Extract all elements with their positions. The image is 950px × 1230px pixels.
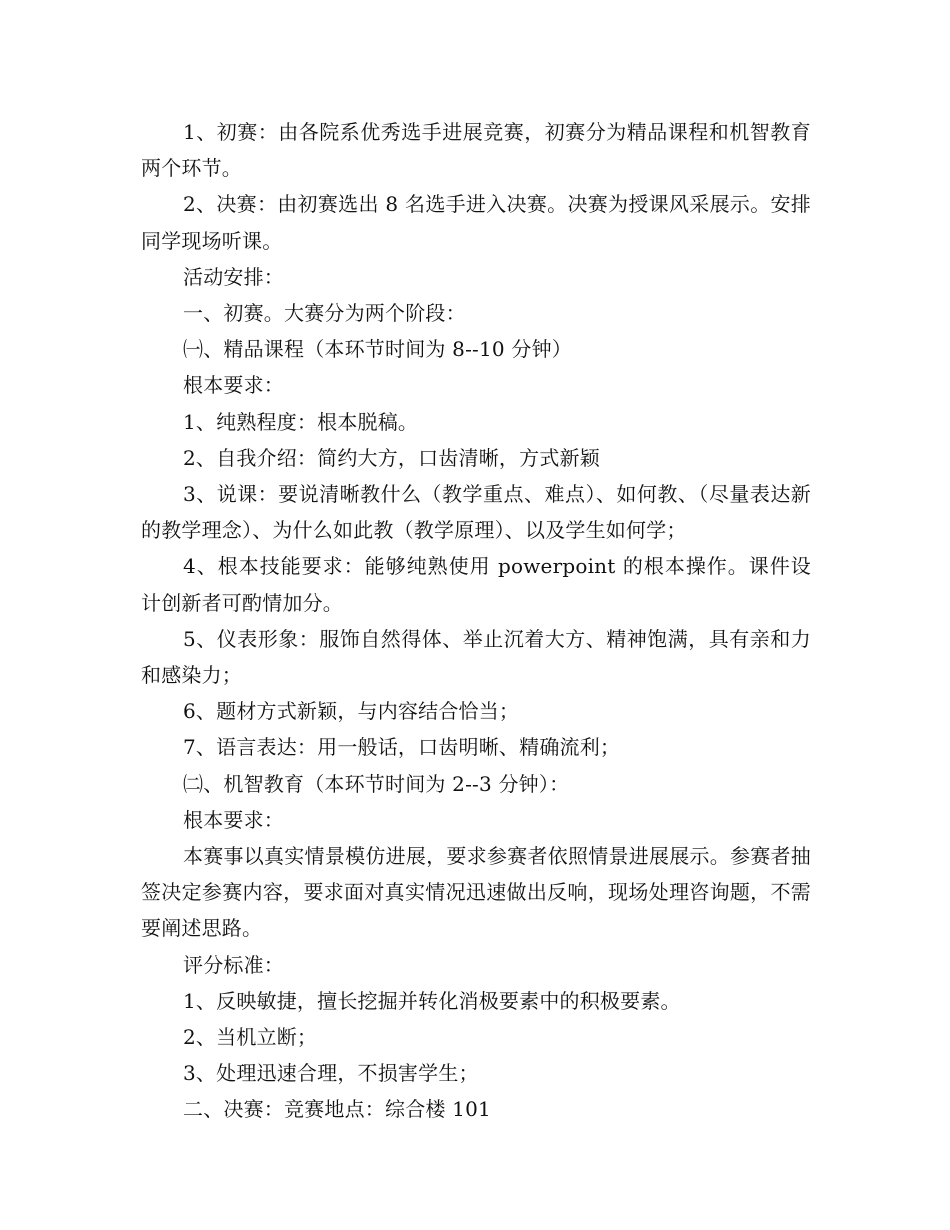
paragraph-20: 3、处理迅速合理，不损害学生；	[183, 1061, 479, 1086]
paragraph-10: 4、根本技能要求：能够纯熟使用 powerpoint 的根本操作。课件设计创新者可酌情加分。	[141, 554, 811, 615]
paragraph-9: 3、说课：要说清晰教什么（教学重点、难点）、如何教、（尽量表达新的教学理念）、为什么如此教（教学原理）、以及学生如何学；	[141, 482, 811, 543]
paragraph-16: 本赛事以真实情景模仿进展，要求参赛者依照情景进展展示。参赛者抽签决定参赛内容，要求面对真实情况迅速做出反响，现场处理咨询题，不需要阐述思路。	[141, 844, 811, 941]
paragraph-12: 6、题材方式新颖，与内容结合恰当；	[183, 699, 520, 724]
paragraph-19: 2、当机立断；	[183, 1025, 318, 1050]
paragraph-2: 2、决赛：由初赛选出 8 名选手进入决赛。决赛为授课风采展示。安排同学现场听课。	[141, 192, 811, 253]
paragraph-14: ㈡、机智教育（本环节时间为 2--3 分钟）：	[183, 771, 570, 796]
paragraph-13: 7、语言表达：用一般话，口齿明晰、精确流利；	[183, 735, 621, 760]
paragraph-8: 2、自我介绍：简约大方，口齿清晰，方式新颖	[183, 445, 600, 470]
paragraph-17: 评分标准：	[183, 952, 284, 977]
document-body	[141, 114, 811, 1128]
paragraph-11: 5、仪表形象：服饰自然得体、举止沉着大方、精神饱满，具有亲和力和感染力；	[141, 626, 811, 688]
paragraph-7: 1、纯熟程度：根本脱稿。	[183, 409, 419, 434]
paragraph-3: 活动安排：	[183, 264, 284, 289]
paragraph-21: 二、决赛：竞赛地点：综合楼 101	[183, 1097, 491, 1122]
paragraph-15: 根本要求：	[183, 807, 284, 832]
paragraph-1: 1、初赛：由各院系优秀选手进展竞赛，初赛分为精品课程和机智教育两个环节。	[141, 120, 811, 181]
paragraph-4: 一、初赛。大赛分为两个阶段：	[183, 301, 466, 326]
paragraph-5: ㈠、精品课程（本环节时间为 8--10 分钟）	[183, 337, 573, 362]
paragraph-6: 根本要求：	[183, 373, 284, 398]
paragraph-18: 1、反映敏捷，擅长挖掘并转化消极要素中的积极要素。	[183, 988, 681, 1013]
